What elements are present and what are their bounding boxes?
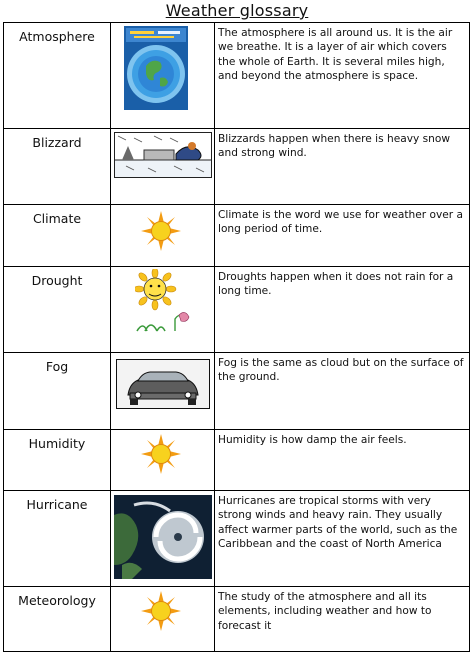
definition-atmosphere: The atmosphere is all around us. It is the air we breathe. It is a layer of air which covers the whole of Earth. It is several miles high, and beyond the atmosphere is space.: [218, 27, 453, 83]
fog-car-icon: [116, 359, 210, 409]
definition-climate: Climate is the word we use for weather over a long period of time.: [218, 209, 463, 236]
term-atmosphere: Atmosphere: [4, 23, 111, 128]
drought-sunflower-icon: [135, 269, 191, 333]
picture-cell: [111, 587, 215, 651]
picture-cell: [111, 491, 215, 586]
table-row: [4, 353, 469, 430]
picture-cell: [111, 205, 215, 266]
term-blizzard: Blizzard: [4, 129, 111, 204]
sun-icon: [141, 434, 181, 474]
table-row: [4, 430, 469, 491]
table-row: [4, 267, 469, 353]
definition-drought: Droughts happen when it does not rain for a long time.: [218, 271, 454, 298]
picture-cell: [111, 267, 215, 352]
definition-meteorology: The study of the atmosphere and all its elements, including weather and how to forecast it: [218, 591, 432, 632]
glossary-table: [3, 22, 470, 652]
picture-cell: [111, 23, 215, 128]
table-row: [4, 205, 469, 267]
term-meteorology: Meteorology: [4, 587, 111, 651]
definition-blizzard: Blizzards happen when there is heavy snow and strong wind.: [218, 133, 451, 160]
term-fog: Fog: [4, 353, 111, 429]
definition-humidity: Humidity is how damp the air feels.: [218, 434, 407, 446]
table-row: [4, 129, 469, 205]
hurricane-satellite-icon: [114, 495, 212, 579]
sun-icon: [141, 591, 181, 631]
picture-cell: [111, 430, 215, 490]
term-climate: Climate: [4, 205, 111, 266]
page-title: Weather glossary: [165, 1, 309, 20]
table-row: [4, 23, 469, 129]
term-humidity: Humidity: [4, 430, 111, 490]
definition-fog: Fog is the same as cloud but on the surface of the ground.: [218, 357, 464, 384]
table-row: [4, 491, 469, 587]
sun-icon: [141, 211, 181, 251]
earth-atmosphere-icon: [124, 26, 188, 110]
definition-hurricane: Hurricanes are tropical storms with very strong winds and heavy rain. They usually affect warmer parts of the world, such as the Caribbean and the coast of North America: [218, 495, 458, 551]
blizzard-icon: [114, 132, 212, 178]
table-row: [4, 587, 469, 651]
picture-cell: [111, 353, 215, 429]
term-drought: Drought: [4, 267, 111, 352]
term-hurricane: Hurricane: [4, 491, 111, 586]
picture-cell: [111, 129, 215, 204]
